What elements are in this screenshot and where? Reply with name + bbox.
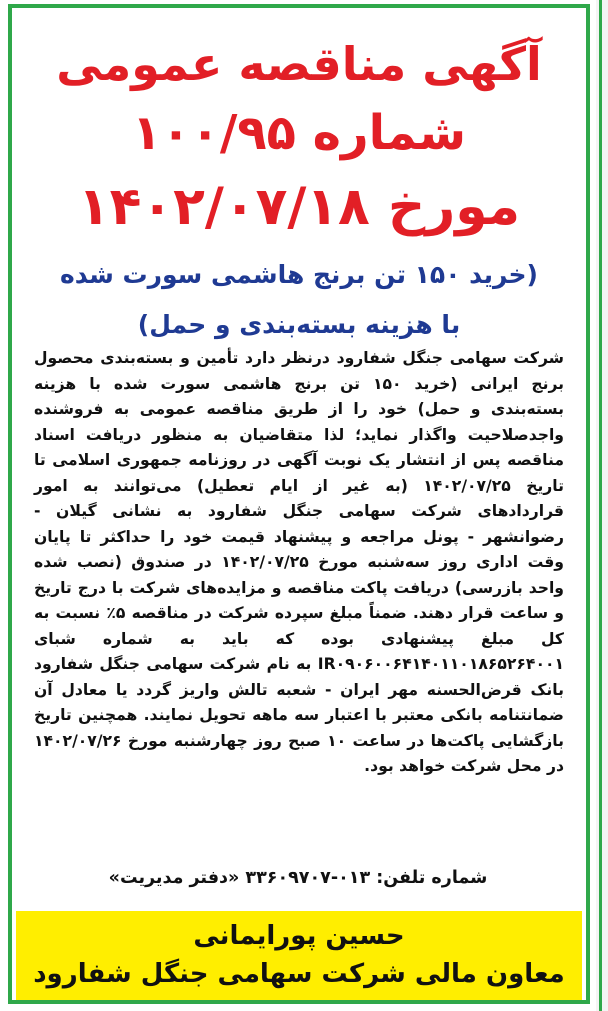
contact-phone: شماره تلفن: ۰۱۳-۳۳۶۰۹۷۰۷ «دفتر مدیریت» xyxy=(108,868,488,888)
notice-subject-line1: (خرید ۱۵۰ تن برنج هاشمی سورت شده xyxy=(60,260,538,289)
page-edge xyxy=(596,0,608,1011)
notice-frame xyxy=(8,4,590,1004)
notice-number: شماره ۱۰۰/۹۵ xyxy=(131,105,467,161)
notice-title: آگهی مناقصه عمومی xyxy=(56,37,542,91)
notice-body: شرکت سهامی جنگل شفارود درنظر دارد تأمین و بسته‌بندی محصول برنج ایرانی (خرید ۱۵۰ تن برنج هاشمی سورت شده با هزینه بسته‌بندی و حمل) خود را از طریق مناقصه عمومی به فروشنده واجدصلاحیت واگذار نماید؛ لذا متقاضیان به منظور دریافت اسناد مناقصه پس از انتشار یک نوبت آگهی در روزنامه جمهوری اسلامی تا تاریخ ۱۴۰۲/۰۷/۲۵ (به غیر از ایام تعطیل) می‌توانند به امور قراردادهای شرکت سهامی جنگل شفارود به نشانی گیلان - رضوانشهر - پونل مراجعه و پیشنهاد قیمت خود را حداکثر تا پایان وقت اداری روز سه‌شنبه مورخ ۱۴۰۲/۰۷/۲۵ در صندوق (نصب شده واحد بازرسی) دریافت پاکت مناقصه و مزایده‌های شرکت با درج تاریخ و ساعت قرار دهند. ضمناً مبلغ سپرده شرکت در مناقصه ۵٪ نسبت به کل مبلغ پیشنهادی بوده که باید به شماره شبای IR۰۹۰۶۰۰۶۴۱۴۰۱۱۰۱۸۶۵۲۶۴۰۰۱ به نام شرکت سهامی جنگل شفارود بانک قرض‌الحسنه مهر ایران - شعبه تالش واریز گردد یا معادل آن ضمانتنامه بانکی معتبر با اعتبار سه ماهه تحویل نمایند. همچنین تاریخ بازگشایی پاکت‌ها در ساعت ۱۰ صبح روز چهارشنبه مورخ ۱۴۰۲/۰۷/۲۶ در محل شرکت خواهد بود. xyxy=(34,349,565,775)
signatory-position: معاون مالی شرکت سهامی جنگل شفارود xyxy=(33,959,565,989)
signatory-name: حسین پورایمانی xyxy=(193,921,405,951)
notice-subject-line2: با هزینه بسته‌بندی و حمل) xyxy=(137,310,461,339)
signature-box xyxy=(16,911,582,1000)
edge-line xyxy=(599,0,602,1011)
notice-date: مورخ ۱۴۰۲/۰۷/۱۸ xyxy=(77,177,521,237)
